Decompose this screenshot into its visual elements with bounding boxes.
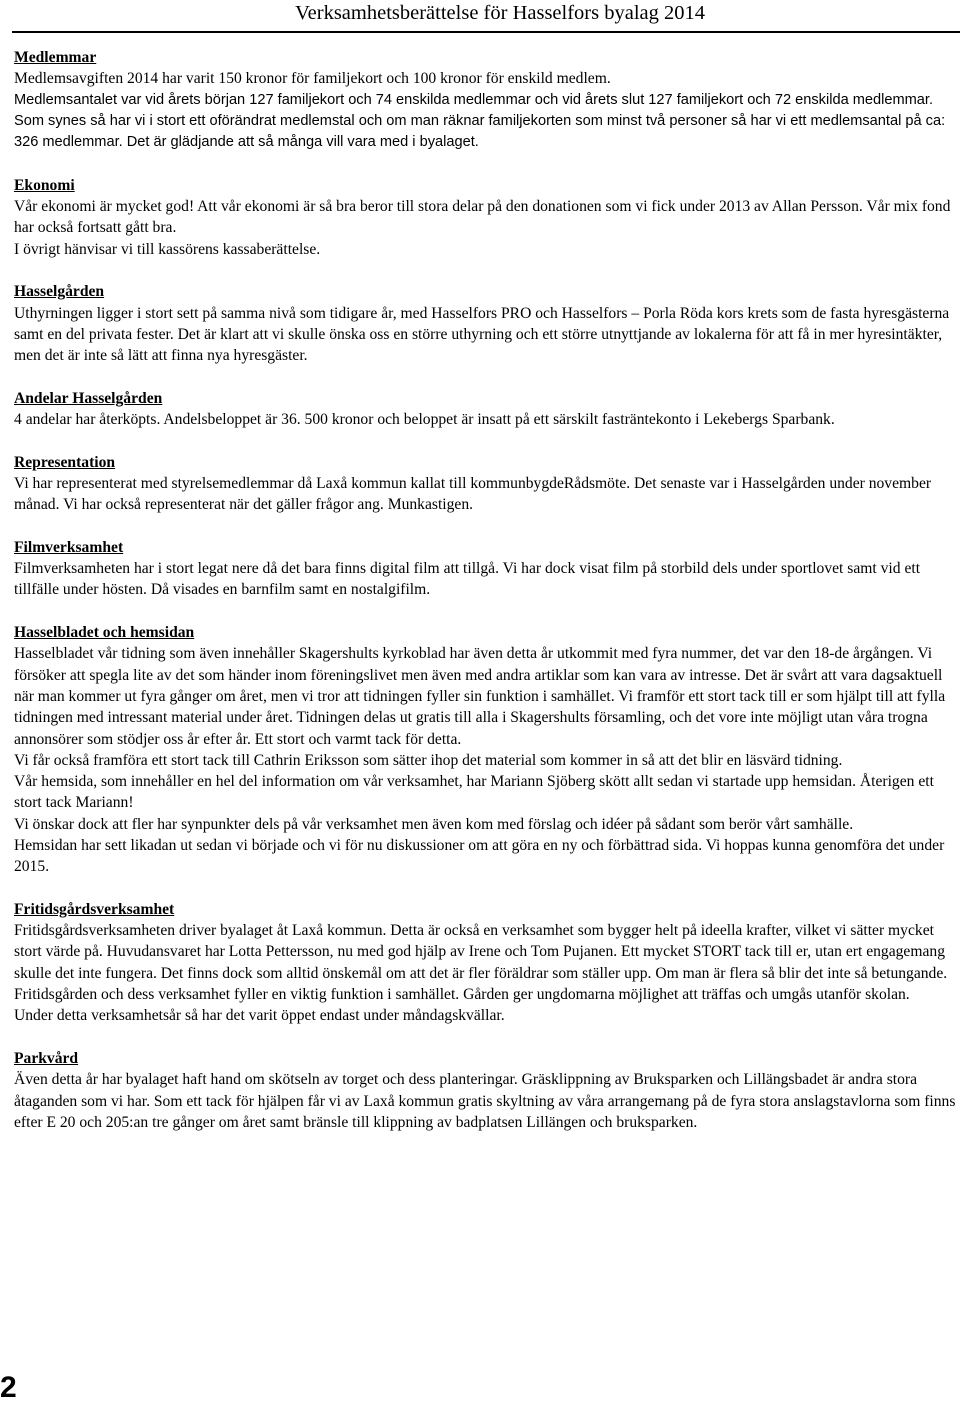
section-heading-ekonomi: Ekonomi [14, 176, 75, 194]
section-heading-andelar: Andelar Hasselgården [14, 389, 163, 407]
section-parkvard [14, 1048, 958, 1133]
section-heading-hasselgarden: Hasselgården [14, 283, 105, 301]
section-paragraph: Hemsidan har sett likadan ut sedan vi började och vi för nu diskussioner om att göra en ny och förbättrad sida. Vi hoppas kunna genomföra det under 2015. [14, 836, 945, 876]
section-paragraph: Vi önskar dock att fler har synpunkter dels på vår verksamhet men även kom med förslag och idéer på sådant som berör vårt samhälle. [14, 815, 854, 833]
section-filmverksamhet [14, 537, 958, 601]
section-paragraph: Fritidsgårdsverksamheten driver byalaget åt Laxå kommun. Detta är också en verksamhet som bygger helt på ideella krafter, vilket vi sätter mycket stort värde på. Huvudansvaret har Lotta Pettersson, nu med god hjälp av Irene och Tom Pujanen. Ett mycket STORT tack till er, utan ert engagemang skulle det inte fungera. Det finns dock som alltid önskemål om att det är fler föräldrar som ställer upp. Om man är flera så blir det inte så betungande. Fritidsgården och dess verksamhet fyller en viktig funktion i samhället. Gården ger ungdomarna möjlighet att träffas och umgås utanför skolan. [14, 922, 948, 1004]
header-rule [12, 31, 960, 33]
section-ekonomi [14, 175, 958, 260]
section-heading-representation: Representation [14, 453, 116, 471]
section-medlemmar [14, 47, 958, 153]
section-paragraph: Vår ekonomi är mycket god! Att vår ekonomi är så bra beror till stora delar på den donationen som vi fick under 2013 av Allan Persson. Vår mix fond har också fortsatt gått bra. [14, 198, 951, 237]
document-body [14, 47, 958, 1154]
section-andelar-hasselgarden [14, 388, 958, 431]
section-paragraph: Även detta år har byalaget haft hand om skötseln av torget och dess planteringar. Gräsklippning av Bruksparken och Lillängsbadet är andra stora åtaganden som vi har. Som ett tack för hjälpen får vi av Laxå kommun gratis skyltning av våra arrangemang på de fyra stora anslagstavlorna som finns efter E 20 och 205:an tre gånger om året samt bränsle till klippning av badplatsen Lillängen och bruksparken. [14, 1071, 956, 1131]
section-paragraph: Hasselbladet vår tidning som även innehåller Skagershults kyrkoblad har även detta år utkommit med fyra nummer, det var den 18-de årgången. Vi försöker att spegla lite av det som händer inom föreningslivet men även med andra artiklar som kan vara av intresse. Det är svårt att vara dagsaktuell när man kommer ut fyra gånger om året, men vi tror att tidningen fyller sin funktion i samhället. Vi framför ett stort tack till er som hjälpt till att fylla tidningen med intressant material under året. Tidningen delas ut gratis till alla i Skagershults församling, och det vore inte möjligt utan våra trogna annonsörer som stödjer oss år efter år. Ett stort och varmt tack för detta. [14, 645, 946, 748]
section-heading-filmverksamhet: Filmverksamhet [14, 538, 124, 556]
document-title: Verksamhetsberättelse för Hasselfors byalag 2014 [295, 2, 705, 24]
section-paragraph: I övrigt hänvisar vi till kassörens kassaberättelse. [14, 240, 321, 258]
section-heading-hasselbladet: Hasselbladet och hemsidan [14, 624, 195, 642]
section-paragraph: Vi har representerat med styrelsemedlemmar då Laxå kommun kallat till kommunbygdeRådsmöte. Det senaste var i Hasselgården under november månad. Vi har också representerat när det gäller frågor ang. Munkastigen. [14, 474, 932, 514]
document-header [0, 0, 960, 33]
section-paragraph: Uthyrningen ligger i stort sett på samma nivå som tidigare år, med Hasselfors PRO och Hasselfors – Porla Röda kors krets som de fasta hyresgästerna samt en del privata fester. Det är klart att vi skulle önska oss en större uthyrning och ett större utnyttjande av lokalerna för att få in mer hyresintäkter, men det är inte så lätt att finna nya hyresgäster. [14, 304, 950, 365]
section-paragraph: Medlemsavgiften 2014 har varit 150 kronor för familjekort och 100 kronor för enskild medlem. [14, 70, 611, 88]
section-hasselbladet-och-hemsidan [14, 622, 958, 878]
section-paragraph: Under detta verksamhetsår så har det varit öppet endast under måndagskvällar. [14, 1007, 505, 1025]
section-paragraph: Vår hemsida, som innehåller en hel del information om vår verksamhet, har Mariann Sjöberg skött allt sedan vi startade upp hemsidan. Återigen ett stort tack Mariann! [14, 773, 934, 812]
section-representation [14, 452, 958, 516]
page-number: 2 [0, 1371, 17, 1404]
section-heading-medlemmar: Medlemmar [14, 49, 97, 66]
section-hasselgarden [14, 281, 958, 366]
section-paragraph: Medlemsantalet var vid årets början 127 familjekort och 74 enskilda medlemmar och vid årets slut 127 familjekort och 72 enskilda medlemmar. Som synes så har vi i stort ett oförändrat medlemstal och om man räknar familjekorten som minst två personer så har vi ett medlemsantal på ca: 326 medlemmar. Det är glädjande att så många vill vara med i byalaget. [14, 91, 946, 151]
section-heading-parkvard: Parkvård [14, 1049, 79, 1067]
section-heading-fritidsgard: Fritidsgårdsverksamhet [14, 900, 175, 918]
section-fritidsgardsverksamhet [14, 899, 958, 1027]
section-paragraph: 4 andelar har återköpts. Andelsbeloppet är 36. 500 kronor och beloppet är insatt på ett särskilt fasträntekonto i Lekebergs Sparbank. [14, 411, 835, 429]
section-paragraph: Filmverksamheten har i stort legat nere då det bara finns digital film att tillgå. Vi har dock visat film på storbild dels under sportlovet samt vid ett tillfälle under hösten. Då visades en barnfilm samt en nostalgifilm. [14, 560, 921, 599]
section-paragraph: Vi får också framföra ett stort tack till Cathrin Eriksson som sätter ihop det material som kommer in så att det blir en läsvärd tidning. [14, 751, 843, 769]
